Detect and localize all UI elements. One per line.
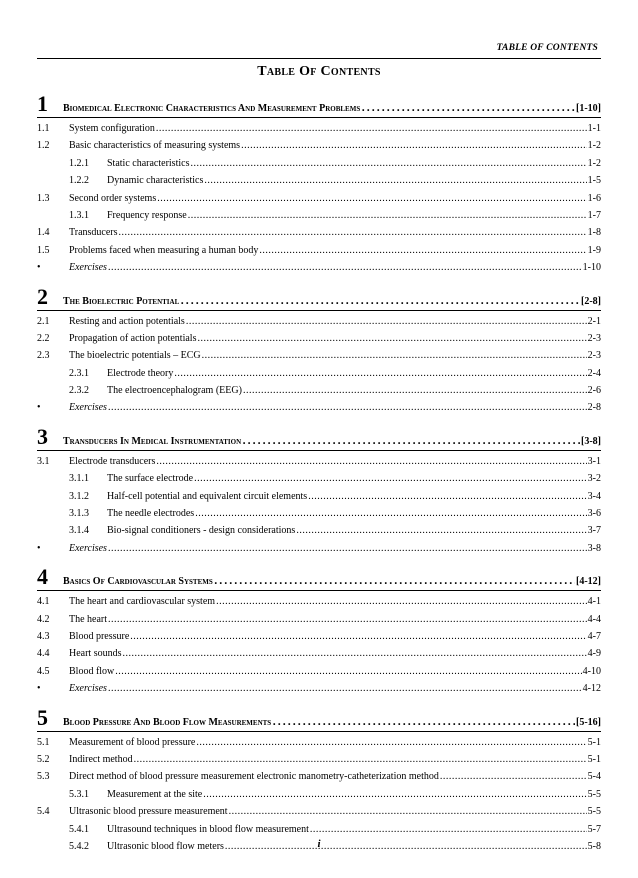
subsection-entry[interactable] — [37, 172, 601, 189]
exercises-entry[interactable] — [37, 680, 601, 697]
section-entry[interactable] — [37, 611, 601, 628]
dot-leader — [216, 593, 587, 610]
dot-leader — [241, 137, 587, 154]
chapter-heading[interactable] — [37, 425, 601, 451]
chapter-page-range: [5-16] — [576, 716, 601, 728]
section-number: 5.2 — [37, 753, 50, 765]
section-page-number: 5-1 — [587, 753, 601, 765]
bullet-icon: • — [37, 402, 41, 414]
bullet-icon: • — [37, 262, 41, 274]
section-page-number: 4-1 — [587, 596, 601, 608]
section-page-number: 3-8 — [587, 542, 601, 554]
section-title: Heart sounds — [69, 648, 122, 660]
section-number: 5.4.2 — [69, 840, 89, 852]
dot-leader — [214, 571, 575, 589]
section-page-number: 4-7 — [587, 630, 601, 642]
section-page-number: 1-5 — [587, 175, 601, 187]
bullet-icon: • — [37, 542, 41, 554]
dot-leader — [108, 680, 582, 697]
dot-leader — [361, 98, 575, 116]
bullet-icon: • — [37, 683, 41, 695]
section-page-number: 5-5 — [587, 788, 601, 800]
section-page-number: 2-3 — [587, 332, 601, 344]
section-title: Ultrasonic blood pressure measurement — [69, 806, 228, 818]
section-number: 1.3 — [37, 192, 50, 204]
section-title: Measurement at the site — [107, 788, 203, 800]
section-number: 2.1 — [37, 315, 50, 327]
chapter-number: 1 — [37, 91, 48, 116]
dot-leader — [194, 470, 587, 487]
dot-leader — [196, 734, 586, 751]
section-title: The heart — [69, 613, 108, 625]
section-entry[interactable] — [37, 768, 601, 785]
section-title: Static characteristics — [107, 157, 190, 169]
section-page-number: 2-1 — [587, 315, 601, 327]
section-number: 1.1 — [37, 123, 50, 134]
section-page-number: 5-8 — [587, 840, 601, 852]
subsection-entry[interactable] — [37, 382, 601, 399]
section-entry[interactable] — [37, 803, 601, 820]
section-number: 4.2 — [37, 613, 50, 625]
section-number: 3.1.4 — [69, 525, 89, 537]
section-title: Exercises — [69, 683, 107, 695]
chapter-number: 5 — [37, 704, 48, 730]
section-page-number: 4-12 — [582, 683, 601, 695]
page-title: Table Of Contents — [257, 64, 381, 79]
dot-leader — [108, 611, 587, 628]
section-number: 5.3.1 — [69, 788, 89, 800]
section-title: System configuration — [69, 123, 155, 134]
dot-leader — [108, 399, 587, 416]
section-page-number: 1-10 — [582, 262, 601, 274]
subsection-entry[interactable] — [37, 207, 601, 224]
section-title: Direct method of blood pressure measurement electronic manometry-catheterization method — [69, 771, 439, 783]
dot-leader — [115, 663, 581, 680]
exercises-entry[interactable] — [37, 540, 601, 557]
chapter-number: 3 — [37, 423, 48, 449]
section-title: Second order systems — [69, 192, 157, 204]
dot-leader — [174, 365, 586, 382]
dot-leader — [197, 330, 586, 347]
chapter-number: 4 — [37, 564, 48, 590]
dot-leader — [130, 628, 586, 645]
section-page-number: 2-4 — [587, 367, 601, 379]
dot-leader — [243, 382, 587, 399]
section-number: 2.3.1 — [69, 367, 89, 379]
chapter-number: 2 — [37, 283, 48, 309]
section-page-number: 2-8 — [587, 402, 601, 414]
dot-leader — [108, 540, 587, 557]
section-number: 1.4 — [37, 227, 50, 239]
section-entry[interactable] — [37, 242, 601, 259]
section-page-number: 3-6 — [587, 508, 601, 520]
dot-leader — [186, 313, 587, 330]
dot-leader — [242, 431, 580, 449]
section-title: Exercises — [69, 542, 107, 554]
section-page-number: 1-2 — [587, 157, 601, 169]
section-page-number: 1-1 — [587, 123, 601, 134]
chapter-title: Basics Of Cardiovascular Systems — [63, 576, 213, 588]
dot-leader — [440, 768, 587, 785]
dot-leader — [259, 242, 586, 259]
section-title: Frequency response — [107, 209, 187, 221]
section-title: Transducers — [69, 227, 118, 239]
dot-leader — [157, 190, 586, 207]
dot-leader — [202, 347, 587, 364]
dot-leader — [296, 522, 586, 539]
section-entry[interactable] — [37, 190, 601, 207]
section-title: Half-cell potential and equivalent circuit elements — [107, 490, 308, 502]
dot-leader — [310, 821, 587, 838]
section-page-number: 5-5 — [587, 806, 601, 818]
chapter-heading[interactable] — [37, 92, 601, 118]
section-title: Ultrasound techniques in blood flow measurement — [107, 823, 309, 835]
dot-leader — [272, 712, 575, 730]
section-page-number: 1-9 — [587, 244, 601, 256]
section-title: The surface electrode — [107, 473, 194, 485]
dot-leader — [229, 803, 587, 820]
section-title: Exercises — [69, 262, 107, 274]
subsection-entry[interactable] — [37, 488, 601, 505]
section-number: 5.3 — [37, 771, 50, 783]
section-page-number: 3-2 — [587, 473, 601, 485]
section-title: Ultrasonic blood flow meters — [107, 840, 224, 852]
section-title: Bio-signal conditioners - design considerations — [107, 525, 296, 537]
section-number: 1.2.1 — [69, 157, 89, 169]
subsection-entry[interactable] — [37, 155, 601, 172]
page-number: i — [317, 838, 321, 850]
section-title: The electroencephalogram (EEG) — [107, 385, 242, 397]
dot-leader — [190, 155, 586, 172]
section-number: 2.2 — [37, 332, 50, 344]
chapter-heading[interactable] — [37, 565, 601, 591]
section-title: Exercises — [69, 402, 107, 414]
chapter-title: The Bioelectric Potential — [63, 295, 180, 307]
chapter-title: Blood Pressure And Blood Flow Measurements — [63, 716, 272, 728]
subsection-entry[interactable] — [37, 821, 601, 838]
section-number: 3.1 — [37, 455, 50, 467]
section-page-number: 3-7 — [587, 525, 601, 537]
exercises-entry[interactable] — [37, 259, 601, 276]
section-entry[interactable] — [37, 330, 601, 347]
header-rule — [37, 58, 601, 59]
section-title: Blood pressure — [69, 630, 130, 642]
section-number: 1.2 — [37, 140, 50, 152]
section-number: 1.3.1 — [69, 209, 89, 221]
section-number: 2.3 — [37, 350, 50, 362]
section-page-number: 1-7 — [587, 209, 601, 221]
section-entry[interactable] — [37, 628, 601, 645]
chapter-page-range: [1-10] — [576, 103, 601, 114]
section-title: Resting and action potentials — [69, 315, 185, 327]
section-page-number: 3-1 — [587, 455, 601, 467]
section-page-number: 5-7 — [587, 823, 601, 835]
subsection-entry[interactable] — [37, 470, 601, 487]
section-number: 2.3.2 — [69, 385, 89, 397]
dot-leader — [204, 172, 586, 189]
section-entry[interactable] — [37, 224, 601, 241]
section-number: 5.1 — [37, 736, 50, 748]
section-title: Blood flow — [69, 665, 115, 677]
section-entry[interactable] — [37, 734, 601, 751]
section-number: 4.4 — [37, 648, 50, 660]
section-page-number: 1-8 — [587, 227, 601, 239]
section-title: Measurement of blood pressure — [69, 736, 196, 748]
section-page-number: 4-10 — [582, 665, 601, 677]
chapter-heading[interactable] — [37, 706, 601, 732]
section-title: Problems faced when measuring a human body — [69, 244, 259, 256]
section-title: Dynamic characteristics — [107, 175, 204, 187]
section-entry[interactable] — [37, 347, 601, 364]
section-number: 1.2.2 — [69, 175, 89, 187]
section-title: Electrode transducers — [69, 455, 156, 467]
dot-leader — [108, 259, 582, 276]
section-title: Basic characteristics of measuring systems — [69, 140, 241, 152]
section-title: Indirect method — [69, 753, 133, 765]
section-number: 4.1 — [37, 596, 50, 608]
section-number: 5.4 — [37, 806, 50, 818]
section-entry[interactable] — [37, 313, 601, 330]
section-entry[interactable] — [37, 137, 601, 154]
section-page-number: 4-4 — [587, 613, 601, 625]
dot-leader — [308, 488, 586, 505]
section-page-number: 3-4 — [587, 490, 601, 502]
dot-leader — [123, 645, 587, 662]
chapter-page-range: [3-8] — [581, 435, 601, 447]
running-header: TABLE OF CONTENTS — [496, 43, 598, 53]
section-title: Electrode theory — [107, 367, 174, 379]
section-number: 3.1.3 — [69, 508, 89, 520]
dot-leader — [188, 207, 587, 224]
dot-leader — [134, 751, 587, 768]
chapter-title: Transducers In Medical Instrumentation — [63, 435, 242, 447]
dot-leader — [119, 224, 587, 241]
section-entry[interactable] — [37, 593, 601, 610]
section-title: The heart and cardiovascular system — [69, 596, 216, 608]
table-of-contents — [37, 92, 601, 855]
section-number: 4.3 — [37, 630, 50, 642]
dot-leader — [156, 453, 586, 470]
subsection-entry[interactable] — [37, 786, 601, 803]
section-page-number: 1-6 — [587, 192, 601, 204]
section-entry[interactable] — [37, 120, 601, 137]
dot-leader — [203, 786, 586, 803]
section-number: 3.1.2 — [69, 490, 89, 502]
subsection-entry[interactable] — [37, 522, 601, 539]
section-title: The bioelectric potentials – ECG — [69, 350, 201, 362]
section-page-number: 1-2 — [587, 140, 601, 152]
subsection-entry[interactable] — [37, 505, 601, 522]
dot-leader — [180, 291, 580, 309]
chapter-heading[interactable] — [37, 285, 601, 311]
exercises-entry[interactable] — [37, 399, 601, 416]
section-title: The needle electrodes — [107, 508, 195, 520]
section-number: 4.5 — [37, 665, 50, 677]
section-entry[interactable] — [37, 645, 601, 662]
chapter-page-range: [2-8] — [581, 295, 601, 307]
section-page-number: 4-9 — [587, 648, 601, 660]
section-entry[interactable] — [37, 453, 601, 470]
section-page-number: 2-6 — [587, 385, 601, 397]
section-entry[interactable] — [37, 751, 601, 768]
section-entry[interactable] — [37, 663, 601, 680]
section-number: 1.5 — [37, 244, 50, 256]
section-page-number: 5-4 — [587, 771, 601, 783]
dot-leader — [156, 120, 587, 137]
subsection-entry[interactable] — [37, 365, 601, 382]
dot-leader — [195, 505, 586, 522]
section-number: 5.4.1 — [69, 823, 89, 835]
section-page-number: 2-3 — [587, 350, 601, 362]
section-number: 3.1.1 — [69, 473, 89, 485]
section-title: Propagation of action potentials — [69, 332, 197, 344]
chapter-title: Biomedical Electronic Characteristics And Measurement Problems — [63, 103, 361, 114]
section-page-number: 5-1 — [587, 736, 601, 748]
chapter-page-range: [4-12] — [576, 576, 601, 588]
